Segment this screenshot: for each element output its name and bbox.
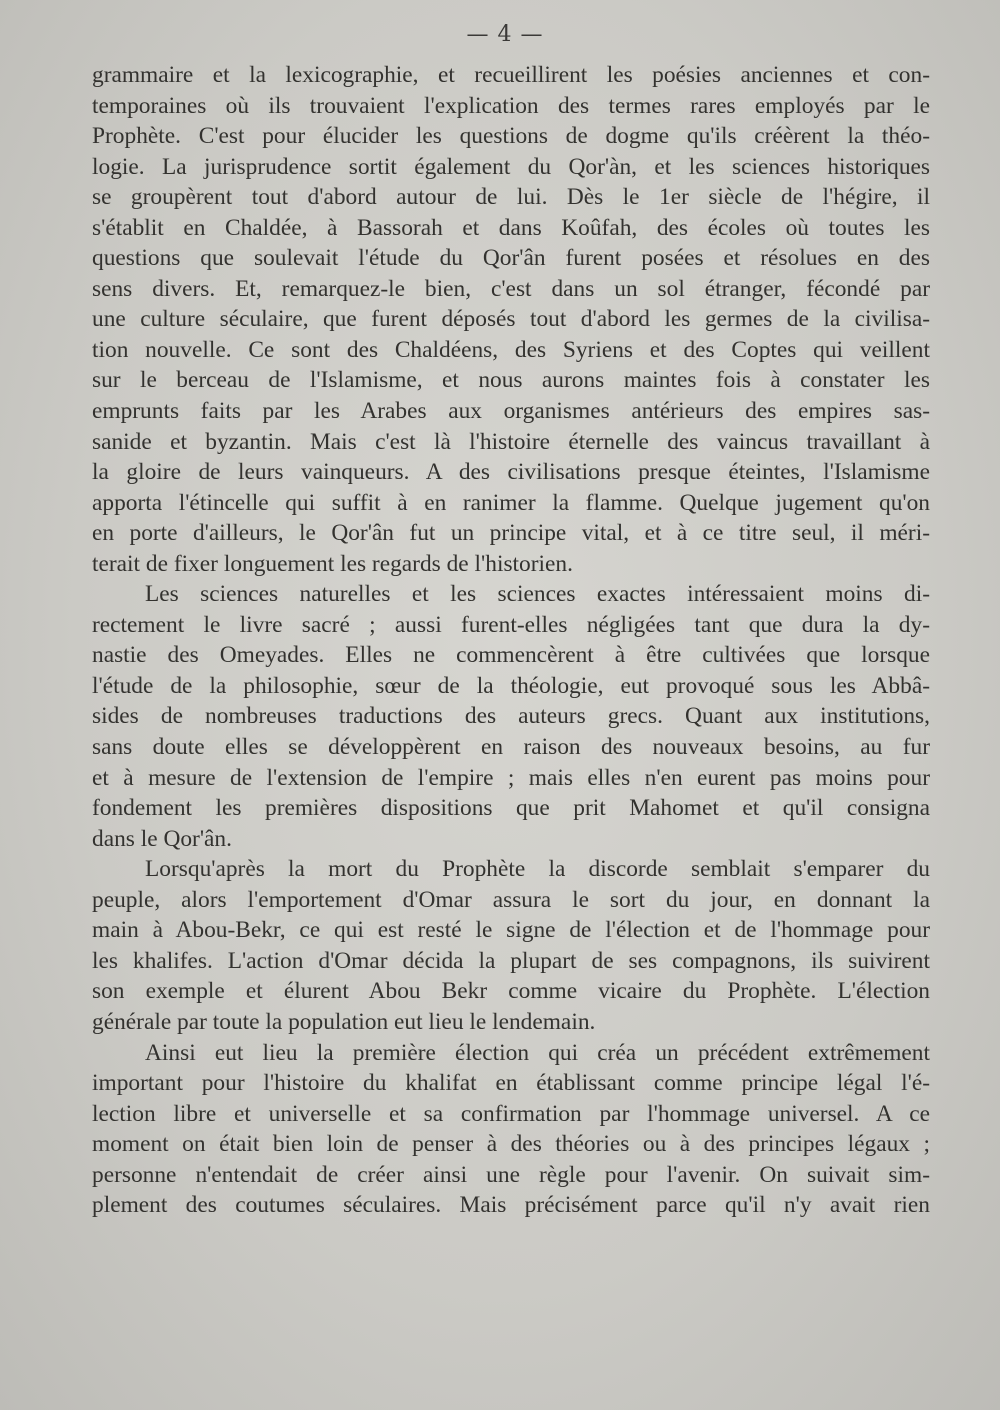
text-line: sans doute elles se développèrent en raison des nouveaux besoins, au fur — [92, 734, 930, 761]
text-line: la gloire de leurs vainqueurs. A des civilisations presque éteintes, l'Islamisme — [92, 459, 930, 486]
text-line: sens divers. Et, remarquez-le bien, c'est dans un sol étranger, fécondé par — [92, 275, 930, 302]
text-line: terait de fixer longuement les regards de l'historien. — [92, 550, 573, 577]
body-text — [92, 60, 930, 1221]
text-line: grammaire et la lexicographie, et recueillirent les poésies anciennes et con- — [92, 62, 930, 88]
text-line: une culture séculaire, que furent déposés tout d'abord les germes de la civilisa- — [92, 306, 930, 333]
text-line: apporta l'étincelle qui suffit à en ranimer la flamme. Quelque jugement qu'on — [92, 489, 930, 516]
text-line: emprunts faits par les Arabes aux organismes antérieurs des empires sas- — [92, 398, 930, 425]
text-line: fondement les premières dispositions que prit Mahomet et qu'il consigna — [92, 795, 930, 822]
text-line: peuple, alors l'emportement d'Omar assura le sort du jour, en donnant la — [92, 886, 930, 913]
text-line: tion nouvelle. Ce sont des Chaldéens, des Syriens et des Coptes qui veillent — [92, 336, 930, 363]
text-line: Les sciences naturelles et les sciences exactes intéressaient moins di- — [145, 581, 930, 608]
text-line: sur le berceau de l'Islamisme, et nous aurons maintes fois à constater les — [92, 367, 930, 394]
text-line: Prophète. C'est pour élucider les questions de dogme qu'ils créèrent la théo- — [92, 123, 930, 150]
text-line: Lorsqu'après la mort du Prophète la discorde semblait s'emparer du — [145, 856, 930, 883]
text-line: sides de nombreuses traductions des auteurs grecs. Quant aux institutions, — [92, 703, 930, 730]
text-line: son exemple et élurent Abou Bekr comme vicaire du Prophète. L'élection — [92, 978, 930, 1005]
text-line: important pour l'histoire du khalifat en établissant comme principe légal l'é- — [92, 1070, 930, 1097]
text-line: temporaines où ils trouvaient l'explication des termes rares employés par le — [92, 92, 930, 119]
text-line: plement des coutumes séculaires. Mais précisément parce qu'il n'y avait rien — [92, 1192, 930, 1219]
text-line: personne n'entendait de créer ainsi une règle pour l'avenir. On suivait sim- — [92, 1161, 930, 1188]
text-line: rectement le livre sacré ; aussi furent-elles négligées tant que dura la dy- — [92, 611, 930, 638]
text-line: nastie des Omeyades. Elles ne commencèrent à être cultivées que lorsque — [92, 642, 930, 669]
text-line: logie. La jurisprudence sortit également du Qor'àn, et les sciences historiques — [92, 153, 930, 180]
text-line: moment on était bien loin de penser à des théories ou à des principes légaux ; — [92, 1131, 930, 1158]
text-line: se groupèrent tout d'abord autour de lui. Dès le 1er siècle de l'hégire, il — [92, 184, 930, 211]
text-line: dans le Qor'ân. — [92, 825, 232, 852]
text-line: s'établit en Chaldée, à Bassorah et dans Koûfah, des écoles où toutes les — [92, 214, 930, 241]
text-line: générale par toute la population eut lieu le lendemain. — [92, 1008, 596, 1035]
text-line: l'étude de la philosophie, sœur de la théologie, eut provoqué sous les Abbâ- — [92, 672, 930, 699]
text-line: lection libre et universelle et sa confirmation par l'hommage universel. A ce — [92, 1100, 930, 1127]
text-line: et à mesure de l'extension de l'empire ; mais elles n'en eurent pas moins pour — [92, 764, 930, 791]
text-line: sanide et byzantin. Mais c'est là l'histoire éternelle des vaincus travaillant à — [92, 428, 930, 455]
text-line: en porte d'ailleurs, le Qor'ân fut un principe vital, et à ce titre seul, il méri- — [92, 520, 930, 547]
text-line: les khalifes. L'action d'Omar décida la plupart de ses compagnons, ils suivirent — [92, 947, 930, 974]
text-line: main à Abou-Bekr, ce qui est resté le signe de l'élection et de l'hommage pour — [92, 917, 930, 944]
page-number: — 4 — — [466, 22, 544, 47]
text-line: questions que soulevait l'étude du Qor'ân furent posées et résolues en des — [92, 245, 930, 272]
text-line: Ainsi eut lieu la première élection qui créa un précédent extrêmement — [145, 1039, 930, 1066]
